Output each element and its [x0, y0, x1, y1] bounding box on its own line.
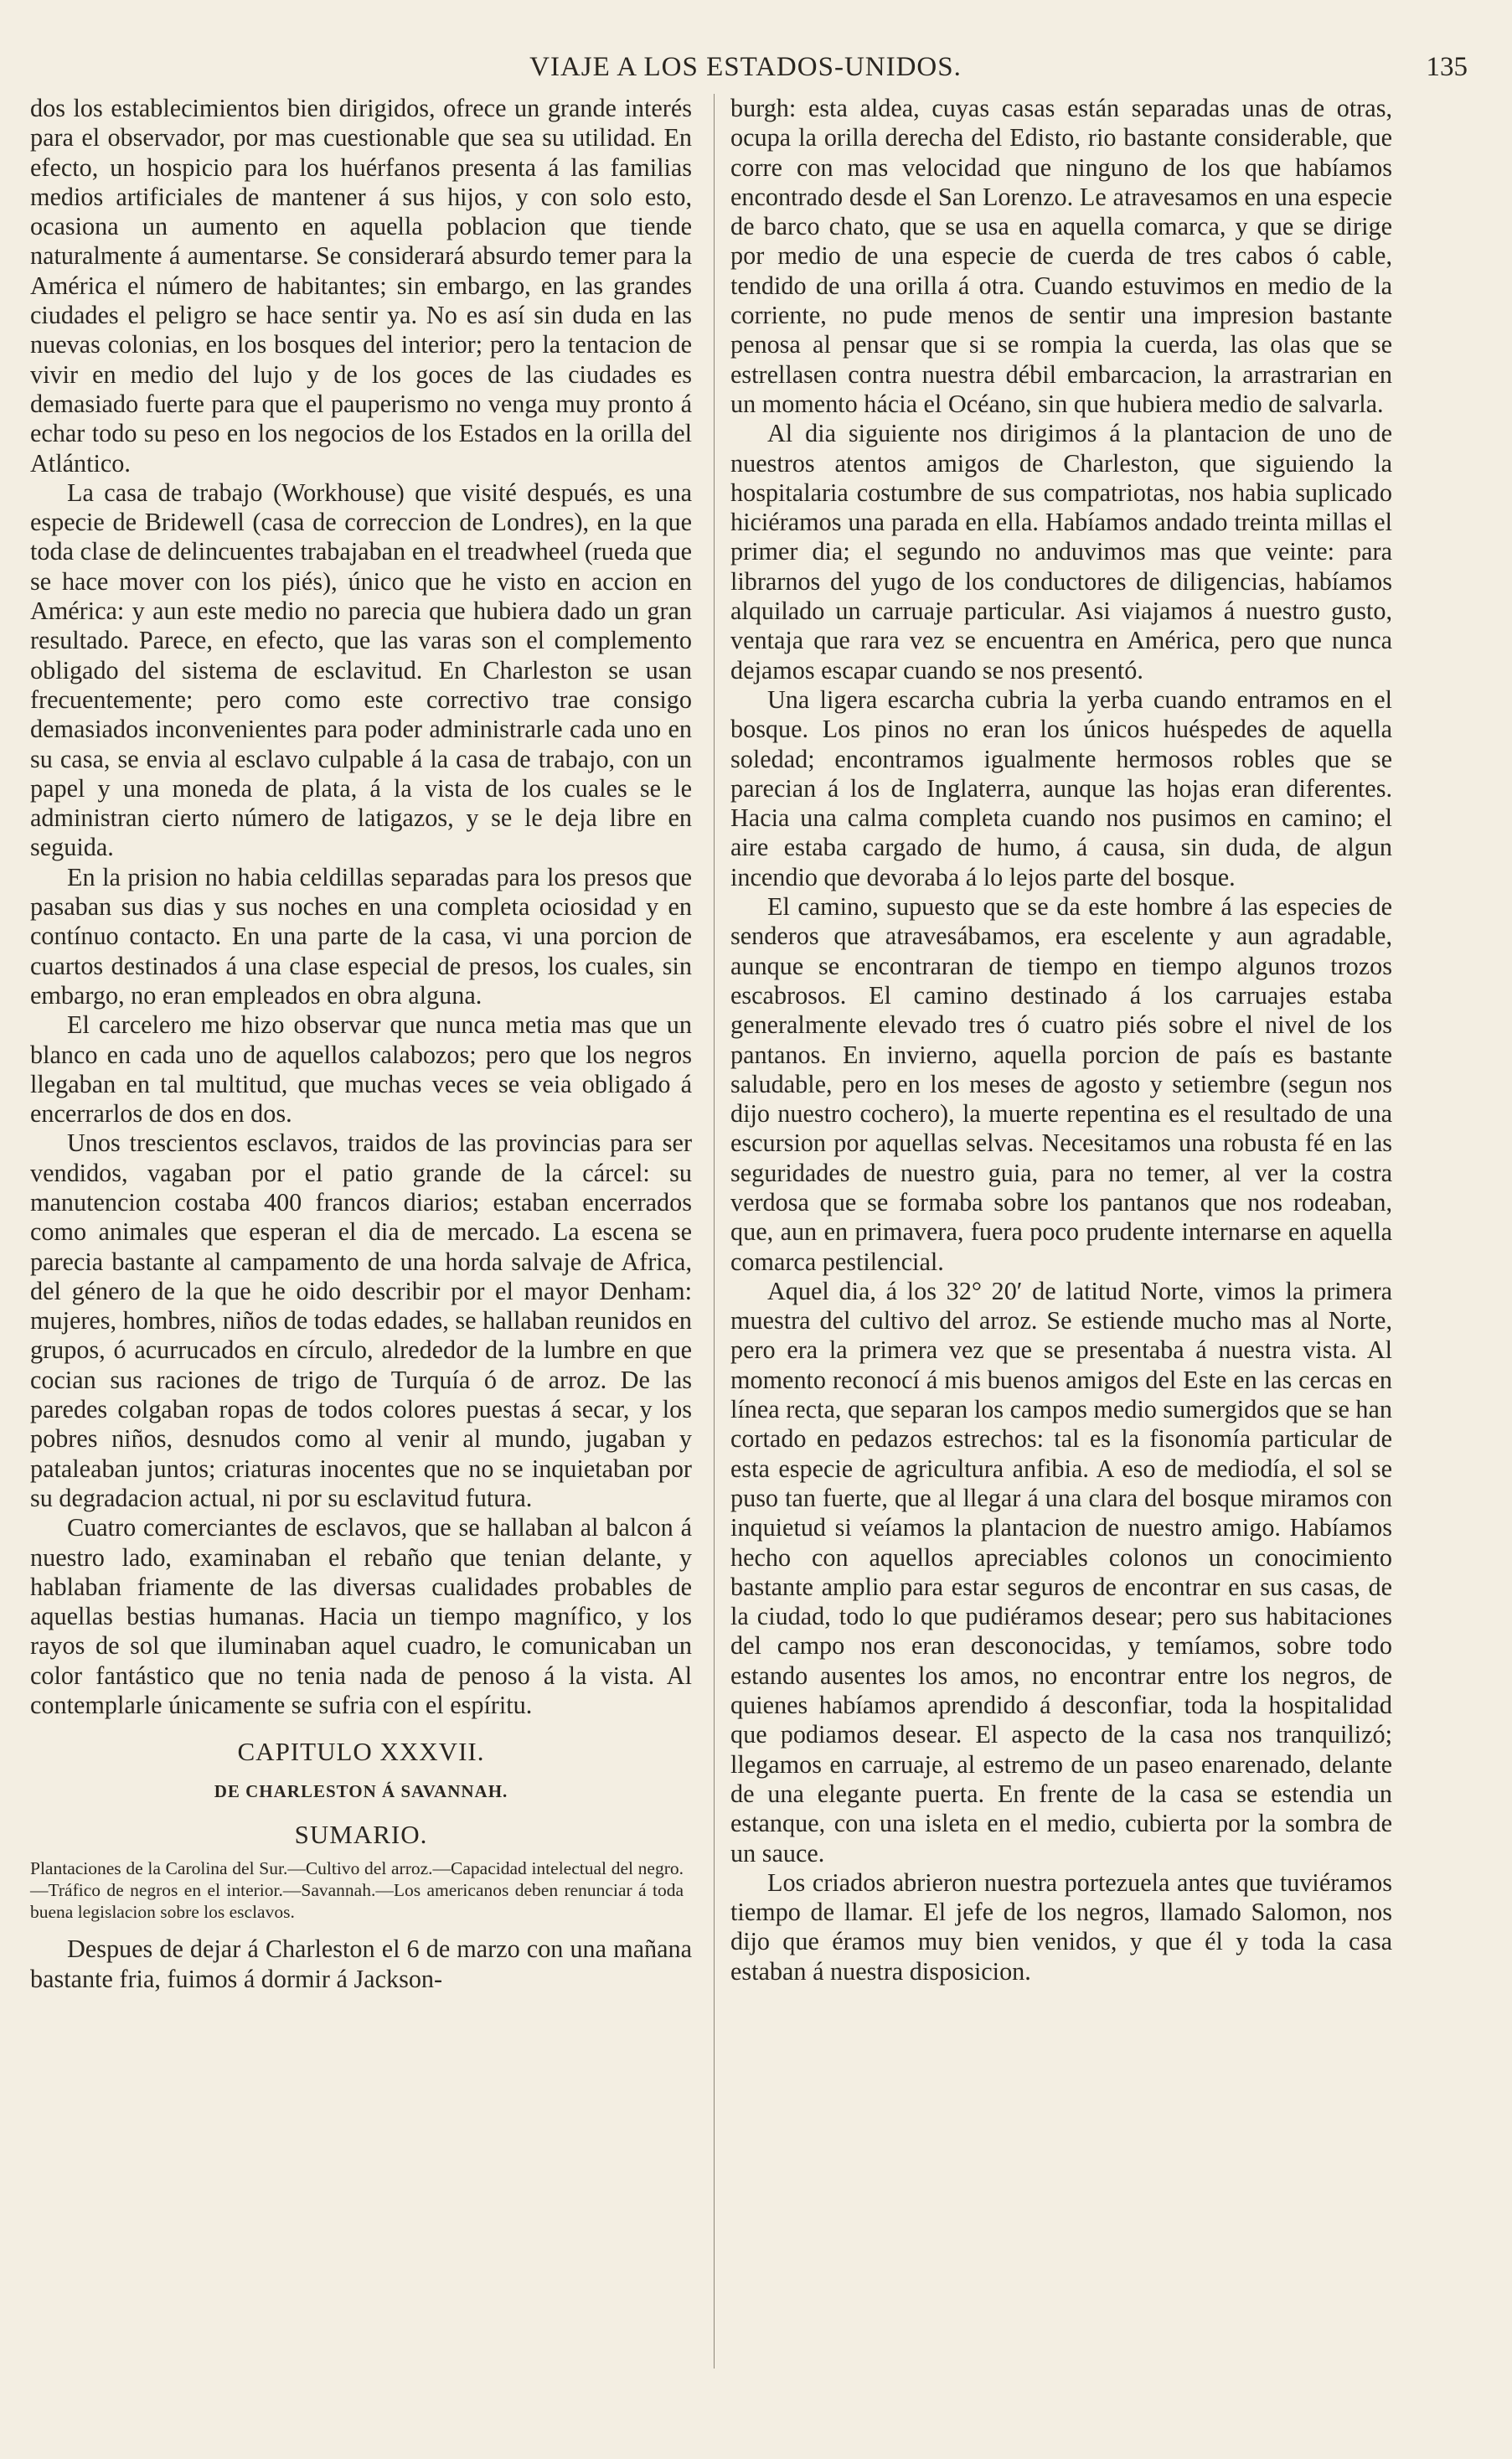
page-header — [0, 52, 1512, 90]
paragraph: Despues de dejar á Charleston el 6 de marzo con una mañana bastante fria, fuimos á dormir á Jackson- — [30, 1935, 692, 1993]
summary-text: Plantaciones de la Carolina del Sur.—Cultivo del arroz.—Capacidad intelectual del negro.—Tráfico de negros en el interior.—Savannah.—Los americanos deben renunciar á toda buena legislacion sobre los esclavos. — [30, 1858, 684, 1923]
running-title: VIAJE A LOS ESTADOS-UNIDOS. — [529, 52, 962, 82]
paragraph: La casa de trabajo (Workhouse) que visité después, es una especie de Bridewell (casa de correccion de Londres), en la que toda clase de delincuentes trabajaban en el treadwheel (rueda que se hace mover con los piés), único que he visto en accion en América: y aun este medio no parecia que hubiera dado un gran resultado. Parece, en efecto, que las varas son el complemento obligado del sistema de esclavitud. En Charleston se usan frecuentemente; pero como este correctivo trae consigo demasiados inconvenientes para poder administrarle cada uno en su casa, se envia al esclavo culpable á la casa de trabajo, con un papel y una moneda de plata, á la vista de los cuales se le administran cierto número de latigazos, y se le deja libre en seguida. — [30, 478, 692, 862]
paragraph: Unos trescientos esclavos, traidos de las provincias para ser vendidos, vagaban por el patio grande de la cárcel: su manutencion costaba 400 francos diarios; estaban encerrados como animales que esperan el dia de mercado. La escena se parecia bastante al campamento de una horda salvaje de Africa, del género de la que he oido describir por el mayor Denham: mujeres, hombres, niños de todas edades, se hallaban reunidos en grupos, ó acurrucados en círculo, alrededor de la lumbre en que cocian sus raciones de trigo de Turquía ó de arroz. De las paredes colgaban ropas de todos colores puestas á secar, y los pobres niños, desnudos como al venir al mundo, jugaban y pataleaban juntos; criaturas inocentes que no se inquietaban por su degradacion actual, ni por su esclavitud futura. — [30, 1129, 692, 1512]
paragraph: El carcelero me hizo observar que nunca metia mas que un blanco en cada uno de aquellos calabozos; pero que los negros llegaban en tal multitud, que muchas veces se veia obligado á encerrarlos de dos en dos. — [30, 1010, 692, 1129]
paragraph: En la prision no habia celdillas separadas para los presos que pasaban sus dias y sus noches en una completa ociosidad y en contínuo contacto. En una parte de la casa, vi una porcion de cuartos destinados á una clase especial de presos, los cuales, sin embargo, no eran empleados en obra alguna. — [30, 862, 692, 1010]
right-column — [730, 94, 1392, 1986]
summary-title: SUMARIO. — [294, 1819, 428, 1849]
paragraph: dos los establecimientos bien dirigidos, ofrece un grande interés para el observador, por mas cuestionable que sea su utilidad. En efecto, un hospicio para los huérfanos presenta á las familias medios artificiales de mantener á sus hijos, y con solo esto, ocasiona un aumento en aquella poblacion que tiende naturalmente á aumentarse. Se considerará absurdo temer para la América el número de habitantes; sin embargo, en las grandes ciudades el peligro se hace sentir ya. No es así sin duda en las nuevas colonias, en los bosques del interior; pero la tentacion de vivir en medio del lujo y de los goces de las ciudades es demasiado fuerte para que el pauperismo no venga muy pronto á echar todo su peso en los negocios de los Estados en la orilla del Atlántico. — [30, 94, 692, 478]
paragraph: Cuatro comerciantes de esclavos, que se hallaban al balcon á nuestro lado, examinaban el rebaño que tenian delante, y hablaban friamente de las diversas cualidades probables de aquellas bestias humanas. Hacia un tiempo magnífico, y los rayos de sol que iluminaban aquel cuadro, le comunicaban un color fantástico que no tenia nada de penoso á la vista. Al contemplarle únicamente se sufria con el espíritu. — [30, 1513, 692, 1720]
paragraph: burgh: esta aldea, cuyas casas están separadas unas de otras, ocupa la orilla derecha del Edisto, rio bastante considerable, que corre con mas velocidad que ninguno de los que habíamos encontrado desde el San Lorenzo. Le atravesamos en una especie de barco chato, que se usa en aquella comarca, y que se dirige por medio de una especie de cuerda de tres cabos ó cable, tendido de una orilla á otra. Cuando estuvimos en medio de la corriente, no pude menos de sentir una impresion bastante penosa al pensar que si se rompia la cuerda, las olas que se estrellasen contra nuestra débil embarcacion, la arrastrarian en un momento hácia el Océano, sin que hubiera medio de salvarla. — [730, 94, 1392, 418]
paragraph: Los criados abrieron nuestra portezuela antes que tuviéramos tiempo de llamar. El jefe de los negros, llamado Salomon, nos dijo que éramos muy bien venidos, y que él y toda la casa estaban á nuestra disposicion. — [730, 1867, 1392, 1986]
chapter-subtitle: DE CHARLESTON Á SAVANNAH. — [214, 1780, 508, 1801]
paragraph: Al dia siguiente nos dirigimos á la plantacion de uno de nuestros atentos amigos de Charleston, que siguiendo la hospitalaria costumbre de sus compatriotas, nos habia suplicado hiciéramos una parada en ella. Habíamos andado treinta millas el primer dia; el segundo no anduvimos mas que veinte: para librarnos del yugo de los conductores de diligencias, habíamos alquilado un carruaje particular. Asi viajamos á nuestro gusto, ventaja que rara vez se encuentra en América, pero que nunca dejamos escapar cuando se nos presentó. — [730, 419, 1392, 684]
column-divider — [714, 94, 715, 2369]
page-number: 135 — [1426, 52, 1468, 82]
paragraph: Aquel dia, á los 32° 20′ de latitud Norte, vimos la primera muestra del cultivo del arroz. Se estiende mucho mas al Norte, pero era la primera vez que se presentaba á nuestra vista. Al momento reconocí á mis buenos amigos del Este en las cercas en línea recta, que separan los campos medio sumergidos que se han cortado en pedazos estrechos: tal es la fisonomía particular de esta especie de agricultura anfibia. A eso de mediodía, el sol se puso tan fuerte, que al llegar á una clara del bosque miramos con inquietud si veíamos la plantacion de nuestro amigo. Habíamos hecho con aquellos apreciables colonos un conocimiento bastante amplio para estar seguros de encontrar en sus casas, de la ciudad, todo lo que pudiéramos desear; pero sus habitaciones del campo nos eran desconocidas, y temíamos, sobre todo estando ausentes los amos, no encontrar entre los negros, de quienes habíamos aprendido á desconfiar, toda la hospitalidad que podiamos desear. El aspecto de la casa nos tranquilizó; llegamos en carruaje, al estremo de un paseo enarenado, delante de una elegante puerta. En frente de la casa se estendia un estanque, con una isleta en el medio, cubierta por la sombra de un sauce. — [730, 1276, 1392, 1867]
left-column — [30, 94, 692, 1994]
chapter-title: CAPITULO XXXVII. — [237, 1737, 485, 1767]
paragraph: Una ligera escarcha cubria la yerba cuando entramos en el bosque. Los pinos no eran los únicos huéspedes de aquella soledad; encontramos igualmente hermosos robles que se parecian á los de Inglaterra, aunque las hojas eran diferentes. Hacia una calma completa cuando nos pusimos en camino; el aire estaba cargado de humo, á causa, sin duda, de algun incendio que devoraba á lo lejos parte del bosque. — [730, 684, 1392, 891]
paragraph: El camino, supuesto que se da este hombre á las especies de senderos que atravesábamos, era escelente y aun agradable, aunque se encontraran de tiempo en tiempo algunos trozos escabrosos. El camino destinado á los carruajes estaba generalmente elevado tres ó cuatro piés sobre el nivel de los pantanos. En invierno, aquella porcion de país es bastante saludable, pero en los meses de agosto y setiembre (segun nos dijo nuestro cochero), la muerte repentina es el resultado de una escursion por aquellas selvas. Necesitamos una robusta fé en las seguridades de nuestro guia, para no temer, al ver la costra verdosa que se formaba sobre los pantanos que nos rodeaban, que, aun en primavera, fuera poco prudente internarse en aquella comarca pestilencial. — [730, 892, 1392, 1276]
